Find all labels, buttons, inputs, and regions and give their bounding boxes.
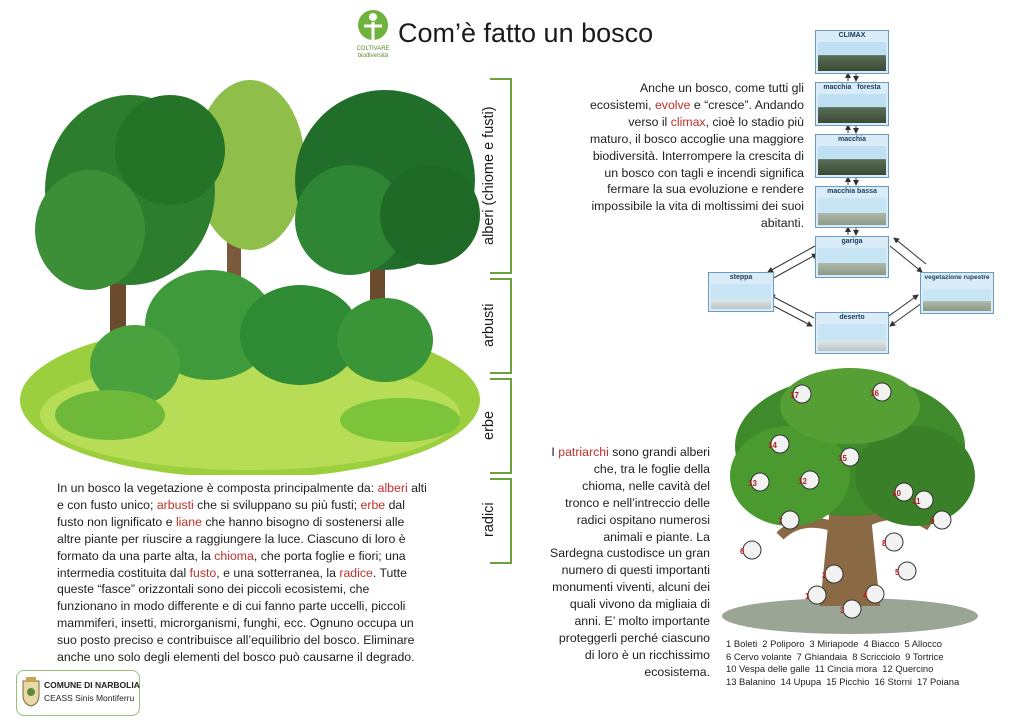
marker-number: 12	[798, 477, 807, 486]
marker-number: 2	[822, 571, 827, 580]
animal-marker-icon	[808, 586, 826, 604]
trees-layer-label: alberi (chiome e fusti)	[481, 106, 497, 246]
animal-marker-icon	[781, 511, 799, 529]
stage-macchia-foresta: macchia foresta	[815, 82, 889, 126]
marker-number: 15	[838, 454, 847, 463]
marker-number: 14	[768, 441, 777, 450]
marker-number: 4	[863, 591, 868, 600]
marker-number: 16	[870, 389, 879, 398]
municipality-name: COMUNE DI NARBOLIA	[44, 680, 140, 690]
stage-steppa: steppa	[708, 272, 774, 312]
stage-macchia: macchia	[815, 134, 889, 178]
animal-legend	[726, 638, 964, 688]
roots-layer-label: radici	[481, 502, 497, 538]
marker-number: 7	[778, 517, 783, 526]
legend-row-2: 6 Cervo volante 7 Ghiandaia 8 Scricciolo 9 Tortrice	[726, 650, 944, 662]
forest-illustration	[20, 70, 480, 475]
marker-number: 3	[840, 606, 845, 615]
shrubs-layer-label: arbusti	[481, 303, 497, 347]
marker-number: 6	[740, 547, 745, 556]
animal-marker-icon	[743, 541, 761, 559]
marker-number: 11	[912, 497, 921, 506]
stage-vegetazione-rupestre: vegetazione rupestre	[920, 272, 994, 314]
legend-row-1: 1 Boleti 2 Poliporo 3 Miriapode 4 Biacco 5 Allocco	[726, 638, 942, 649]
stage-climax: CLIMAX	[815, 30, 889, 74]
animal-marker-icon	[885, 533, 903, 551]
animal-marker-icon	[843, 600, 861, 618]
marker-number: 13	[748, 479, 757, 488]
herbs-layer-label: erbe	[481, 410, 497, 440]
marker-number: 9	[930, 517, 935, 526]
marker-number: 17	[790, 391, 799, 400]
marker-number: 1	[805, 592, 810, 601]
page-title: Com’è fatto un bosco	[398, 18, 654, 48]
logo-caption: COLTIVARE biodiversità	[356, 46, 390, 59]
patriarch-tree-illustration	[720, 366, 980, 638]
succession-diagram	[700, 28, 1000, 358]
forest-structure-text: In un bosco la vegetazione è composta principalmente da: alberi alti e con fusto unico; arbusti che si sviluppano su più fusti; erbe dal fusto non lignificato e liane che hanno bisogno di sostenersi alle altre piante per riuscire a raggiungere la luce. Ciascuno di loro è formato da una parte alta, la chioma, che porta foglie e fiori; una intermedia costituita dal fusto, e una sotterranea, la radice. Tutte queste “fasce” orizzontali sono dei piccoli ecosistemi, che funzionano in modo differente e di cui fanno parte uccelli, piccoli mammiferi, insetti, microrganismi, funghi, ecc. Ognuno occupa un suo posto preciso e contribuisce all’equilibrio del bosco. Eliminare anche uno solo degli elementi del bosco può causarne il degrado.	[57, 481, 427, 665]
patriarchs-text: I patriarchi sono grandi alberi che, tra le foglie della chioma, nelle cavità del tronco e nell’intreccio delle radici ospitano numerosi animali e piante. La Sardegna custodisce un gran numero di questi importanti monumenti viventi, alcuni dei quali vivono da migliaia di anni. E’ molto importante proteggerli perché ciascuno di loro è un ricchissimo ecosistema.	[550, 445, 710, 679]
animal-marker-icon	[898, 562, 916, 580]
coat-of-arms-icon	[22, 675, 40, 707]
stage-macchia-bassa: macchia bassa	[815, 186, 889, 228]
marker-number: 8	[882, 539, 887, 548]
stage-gariga: gariga	[815, 236, 889, 278]
ceass-name: CEASS Sinis Montiferru	[44, 693, 135, 703]
animal-marker-icon	[825, 565, 843, 583]
legend-row-4: 13 Balanino 14 Upupa 15 Picchio 16 Storni 17 Poiana	[726, 675, 960, 687]
legend-row-3: 10 Vespa delle galle 11 Cincia mora 12 Quercino	[726, 663, 934, 675]
stage-deserto: deserto	[815, 312, 889, 354]
animal-marker-icon	[933, 511, 951, 529]
marker-number: 5	[895, 568, 900, 577]
marker-number: 10	[892, 489, 901, 498]
animal-marker-icon	[866, 585, 884, 603]
forest-evolution-text: Anche un bosco, come tutti gli ecosistemi, evolve e “cresce”. Andando verso il climax, cioè lo stadio più maturo, il bosco accoglie una maggiore biodiversità. Interrompere la crescita di un bosco con tagli e incendi significa fermare la sua evoluzione e rendere impossibile la vita di moltissimi dei suoi abitanti.	[590, 81, 804, 231]
